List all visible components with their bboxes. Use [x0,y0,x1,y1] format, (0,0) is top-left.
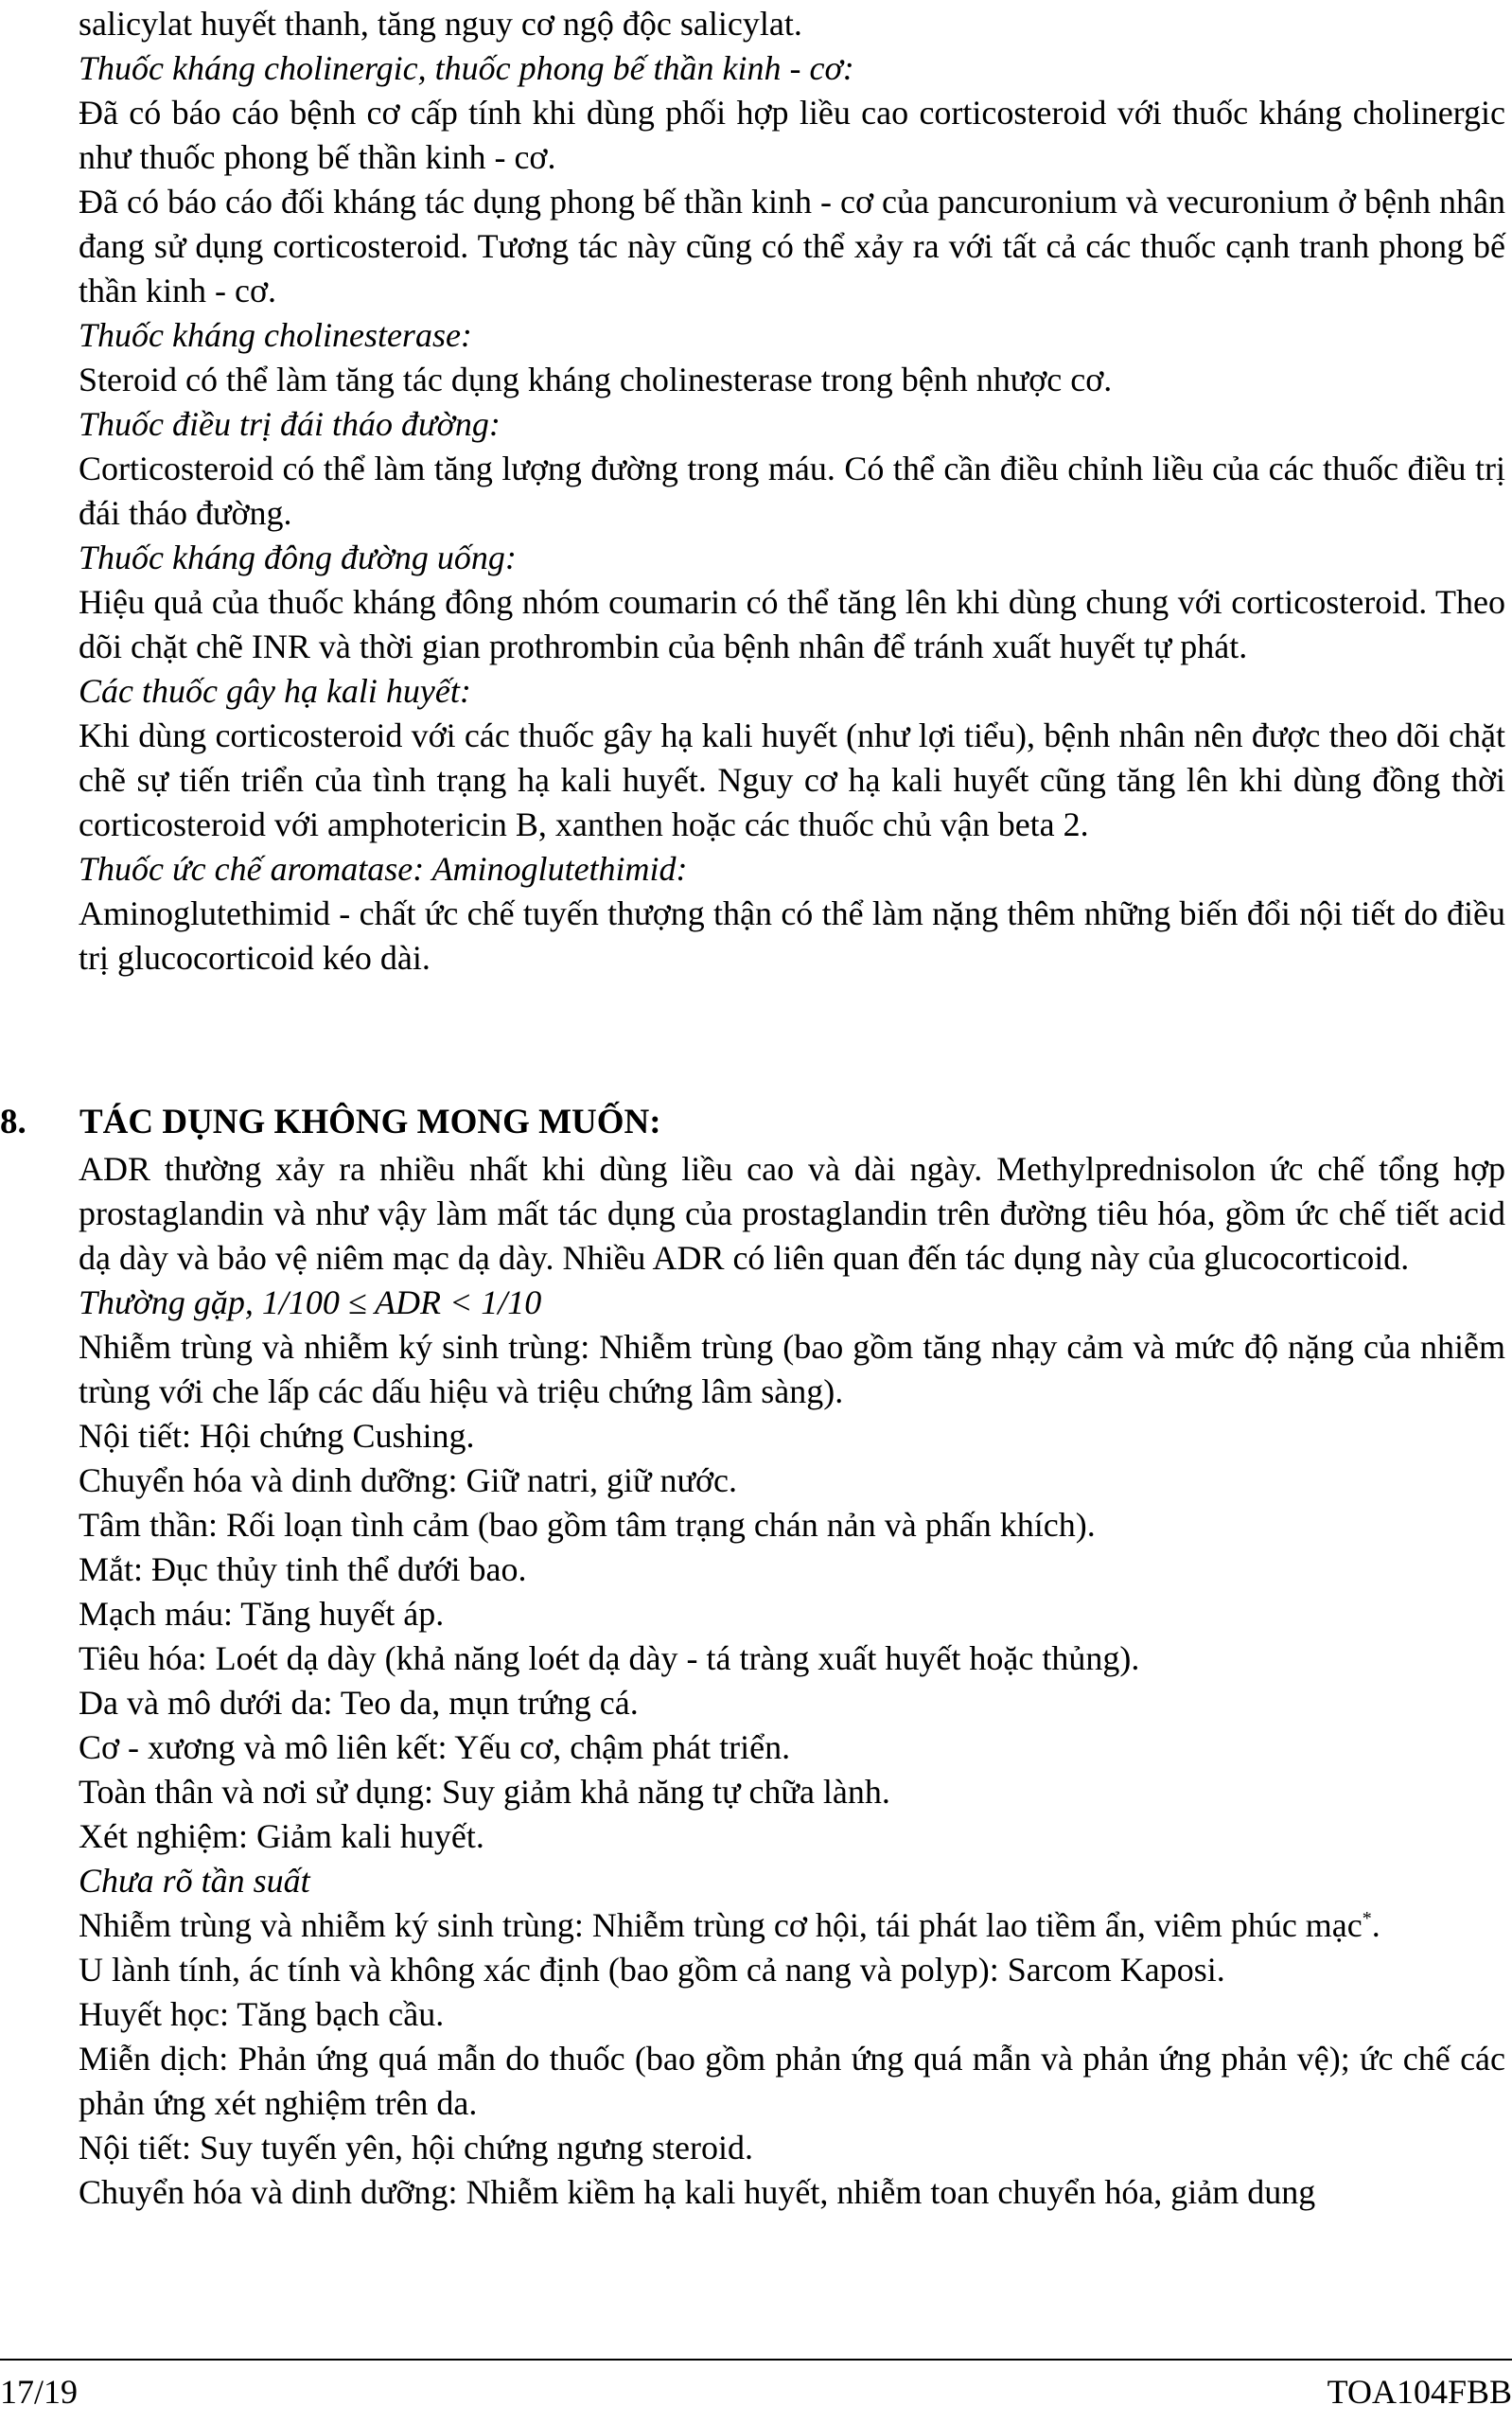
subheading-aromatase: Thuốc ức chế aromatase: Aminoglutethimid: [79,850,688,888]
list-item: Cơ - xương và mô liên kết: Yếu cơ, chậm phát triển. [79,1728,791,1766]
footnote-marker: * [1362,1908,1372,1929]
section7-continued [79,2,1505,981]
list-item: Tiêu hóa: Loét dạ dày (khả năng loét dạ dày - tá tràng xuất huyết hoặc thủng). [79,1639,1140,1677]
paragraph-cholinesterase: Steroid có thể làm tăng tác dụng kháng cholinesterase trong bệnh nhược cơ. [79,361,1113,398]
section8-body [79,1147,1505,2215]
list-item: Huyết học: Tăng bạch cầu. [79,1995,445,2033]
subheading-diabetes: Thuốc điều trị đái tháo đường: [79,405,501,443]
subheading-cholinesterase: Thuốc kháng cholinesterase: [79,316,472,354]
document-code: TOA104FBB [1327,2373,1512,2411]
subheading-unknown-frequency: Chưa rõ tần suất [79,1862,310,1900]
paragraph-diabetes: Corticosteroid có thể làm tăng lượng đường trong máu. Có thể cần điều chỉnh liều của các thuốc điều trị đái tháo đường. [79,450,1505,532]
paragraph-hypokalemia: Khi dùng corticosteroid với các thuốc gây hạ kali huyết (như lợi tiểu), bệnh nhân nên được theo dõi chặt chẽ sự tiến triển của tình trạng hạ kali huyết. Nguy cơ hạ kali huyết cũng tăng lên khi dùng đồng thời corticosteroid với amphotericin B, xanthen hoặc các thuốc chủ vận beta 2. [79,716,1505,843]
section-title: TÁC DỤNG KHÔNG MONG MUỐN: [79,1103,661,1141]
paragraph-anticholinergic-2: Đã có báo cáo đối kháng tác dụng phong bế thần kinh - cơ của pancuronium và vecuronium ở bệnh nhân đang sử dụng corticosteroid. Tương tác này cũng có thể xảy ra với tất cả các thuốc cạnh tranh phong bế thần kinh - cơ. [79,183,1505,310]
subheading-common: Thường gặp, 1/100 ≤ ADR < 1/10 [79,1283,542,1321]
section8-heading [0,1100,661,1144]
list-item: Nhiễm trùng và nhiễm ký sinh trùng: Nhiễm trùng (bao gồm tăng nhạy cảm và mức độ nặng của nhiễm trùng với che lấp các dấu hiệu và triệu chứng lâm sàng). [79,1328,1505,1410]
list-item: Mạch máu: Tăng huyết áp. [79,1595,445,1633]
list-item: U lành tính, ác tính và không xác định (bao gồm cả nang và polyp): Sarcom Kaposi. [79,1951,1225,1989]
footer-divider [0,2359,1512,2361]
list-item: Nội tiết: Hội chứng Cushing. [79,1417,475,1455]
list-item: Chuyển hóa và dinh dưỡng: Giữ natri, giữ nước. [79,1461,738,1499]
page-number: 17/19 [0,2373,79,2411]
list-item: Xét nghiệm: Giảm kali huyết. [79,1817,484,1855]
page-footer [0,2368,1512,2415]
list-item-with-footnote [79,1903,1505,1948]
paragraph-intro: ADR thường xảy ra nhiều nhất khi dùng liều cao và dài ngày. Methylprednisolon ức chế tổng hợp prostaglandin và như vậy làm mất tác dụng của prostaglandin trên đường tiêu hóa, gồm ức chế tiết acid dạ dày và bảo vệ niêm mạc dạ dày. Nhiều ADR có liên quan đến tác dụng này của glucocorticoid. [79,1150,1505,1277]
list-item: Chuyển hóa và dinh dưỡng: Nhiễm kiềm hạ kali huyết, nhiễm toan chuyển hóa, giảm dung [79,2173,1316,2211]
list-item: Nội tiết: Suy tuyến yên, hội chứng ngưng steroid. [79,2129,753,2167]
list-item-text: Nhiễm trùng và nhiễm ký sinh trùng: Nhiễm trùng cơ hội, tái phát lao tiềm ẩn, viêm phúc mạc [79,1906,1363,1944]
subheading-hypokalemia: Các thuốc gây hạ kali huyết: [79,672,471,710]
paragraph-anticoagulant: Hiệu quả của thuốc kháng đông nhóm coumarin có thể tăng lên khi dùng chung với corticosteroid. Theo dõi chặt chẽ INR và thời gian prothrombin của bệnh nhân để tránh xuất huyết tự phát. [79,583,1505,665]
subheading-anticoagulant: Thuốc kháng đông đường uống: [79,539,517,576]
list-item: Da và mô dưới da: Teo da, mụn trứng cá. [79,1684,639,1722]
paragraph-aromatase: Aminoglutethimid - chất ức chế tuyến thượng thận có thể làm nặng thêm những biến đổi nội tiết do điều trị glucocorticoid kéo dài. [79,894,1505,977]
list-item: Toàn thân và nơi sử dụng: Suy giảm khả năng tự chữa lành. [79,1773,890,1811]
list-item: Miễn dịch: Phản ứng quá mẫn do thuốc (bao gồm phản ứng quá mẫn và phản ứng phản vệ); ức chế các phản ứng xét nghiệm trên da. [79,2040,1505,2122]
subheading-anticholinergic: Thuốc kháng cholinergic, thuốc phong bế thần kinh - cơ: [79,49,854,87]
paragraph-salicylat: salicylat huyết thanh, tăng nguy cơ ngộ độc salicylat. [79,5,802,43]
list-item-end: . [1371,1906,1380,1944]
list-item: Tâm thần: Rối loạn tình cảm (bao gồm tâm trạng chán nản và phấn khích). [79,1506,1096,1544]
paragraph-anticholinergic-1: Đã có báo cáo bệnh cơ cấp tính khi dùng phối hợp liều cao corticosteroid với thuốc kháng cholinergic như thuốc phong bế thần kinh - cơ. [79,94,1505,176]
section-number: 8. [0,1103,26,1141]
list-item: Mắt: Đục thủy tinh thể dưới bao. [79,1550,527,1588]
